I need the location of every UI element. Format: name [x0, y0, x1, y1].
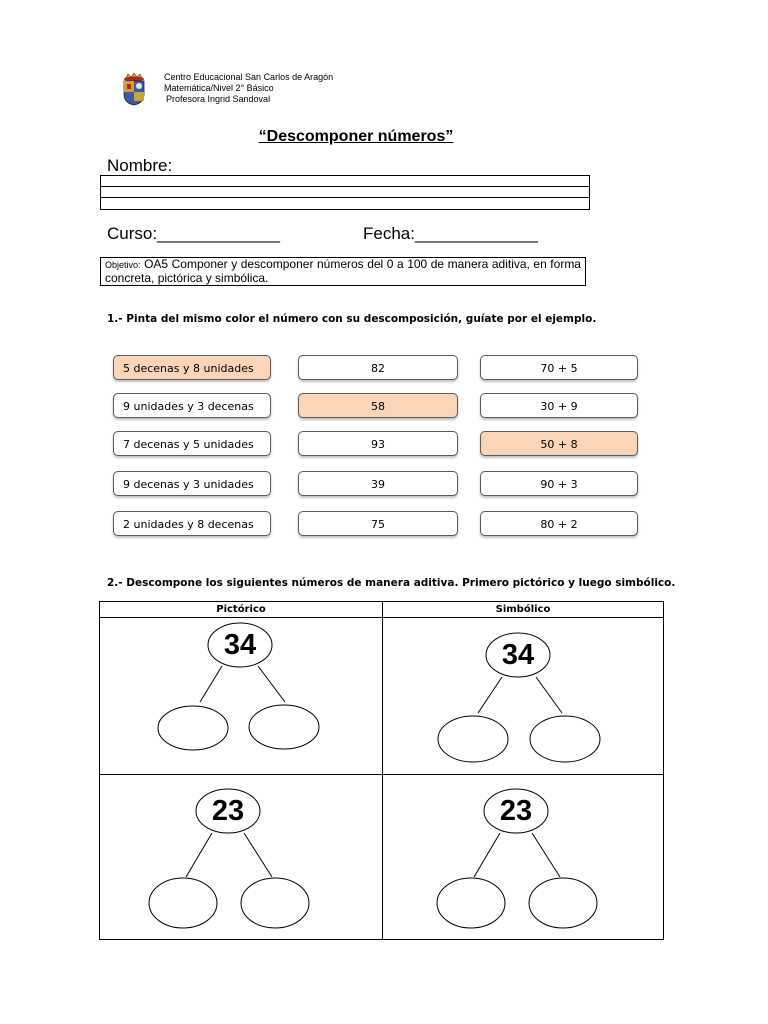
course-field[interactable]: Curso:_____________: [107, 224, 280, 243]
objective-label: Objetivo:: [105, 260, 141, 270]
tree-number: 34: [223, 629, 257, 661]
number-bond-tree: [428, 787, 608, 932]
number-bond-tree: [150, 620, 320, 755]
tree-number: 23: [499, 795, 533, 827]
answer-circle[interactable]: [530, 716, 600, 762]
left-option[interactable]: 5 decenas y 8 unidades: [113, 355, 271, 380]
answer-circle[interactable]: [529, 878, 597, 928]
objective-text: OA5 Componer y descomponer números del 0 a 100 de manera aditiva, en forma concreta, pictórica y simbólica.: [105, 257, 581, 285]
number-bond-tree: [430, 630, 610, 770]
sum-option[interactable]: 50 + 8: [480, 431, 638, 456]
name-field[interactable]: [100, 175, 590, 210]
objective-box: [100, 257, 586, 286]
left-option[interactable]: 9 unidades y 3 decenas: [113, 393, 271, 418]
exercise1-instruction: 1.- Pinta del mismo color el número con su descomposición, guíate por el ejemplo.: [107, 313, 597, 325]
school-header: [164, 72, 333, 105]
name-label: Nombre:: [107, 156, 173, 175]
school-crest-icon: [120, 72, 148, 106]
number-option[interactable]: 82: [298, 355, 458, 380]
date-field[interactable]: Fecha:_____________: [363, 224, 538, 243]
number-bond-tree: [140, 787, 320, 932]
answer-circle[interactable]: [249, 705, 319, 749]
number-option[interactable]: 58: [298, 393, 458, 418]
number-option[interactable]: 93: [298, 431, 458, 456]
header-pictorico: Pictórico: [216, 604, 266, 615]
answer-circle[interactable]: [438, 716, 508, 762]
sum-option[interactable]: 80 + 2: [480, 511, 638, 536]
subject-level: Matemática/Nivel 2° Básico: [164, 83, 274, 93]
school-name: Centro Educacional San Carlos de Aragón: [164, 72, 334, 82]
answer-circle[interactable]: [149, 878, 217, 928]
number-option[interactable]: 39: [298, 471, 458, 496]
tree-number: 23: [211, 795, 245, 827]
left-option[interactable]: 7 decenas y 5 unidades: [113, 431, 271, 456]
teacher-name: Profesora Ingrid Sandoval: [166, 94, 271, 104]
answer-circle[interactable]: [158, 706, 228, 750]
left-option[interactable]: 2 unidades y 8 decenas: [113, 511, 271, 536]
page-title: “Descomponer números”: [258, 128, 454, 145]
left-option[interactable]: 9 decenas y 3 unidades: [113, 471, 271, 496]
decomposition-table: [99, 601, 664, 940]
sum-option[interactable]: 70 + 5: [480, 355, 638, 380]
exercise2-instruction: 2.- Descompone los siguientes números de manera aditiva. Primero pictórico y luego simbólico.: [107, 577, 676, 589]
tree-number: 34: [501, 639, 535, 671]
sum-option[interactable]: 90 + 3: [480, 471, 638, 496]
answer-circle[interactable]: [437, 878, 505, 928]
header-simbolico: Simbólico: [495, 604, 551, 615]
answer-circle[interactable]: [241, 878, 309, 928]
number-option[interactable]: 75: [298, 511, 458, 536]
sum-option[interactable]: 30 + 9: [480, 393, 638, 418]
